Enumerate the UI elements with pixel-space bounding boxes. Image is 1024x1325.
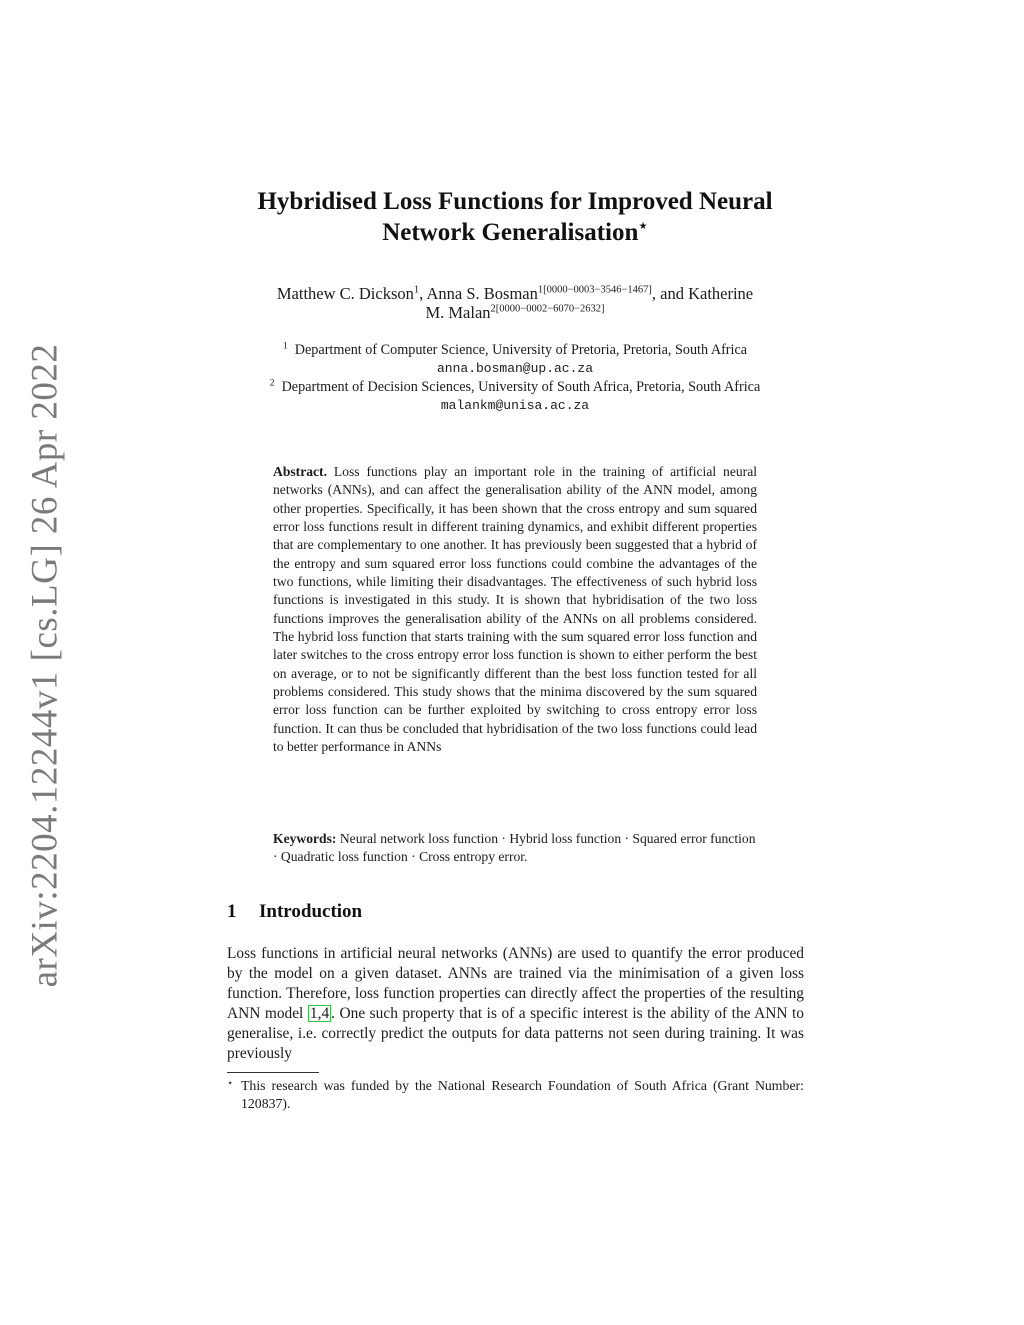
affiliation-1-email[interactable]: anna.bosman@up.ac.za — [436, 360, 594, 376]
title-footnote-mark: ⋆ — [638, 218, 648, 235]
arxiv-identifier: arXiv:2204.12244v1 [cs.LG] 26 Apr 2022 — [24, 343, 66, 987]
section-title: Introduction — [259, 901, 363, 922]
arxiv-side-stamp — [21, 343, 69, 987]
author-2-name: , Anna S. Bosman — [419, 284, 538, 303]
footnote — [227, 1077, 804, 1114]
title-line-1: Hybridised Loss Functions for Improved Neural — [257, 188, 773, 215]
paper-title — [200, 186, 830, 248]
author-1-affiliation: 1 — [413, 284, 420, 296]
intro-text-part-2: . One such property that is of a specific interest is the ability of the ANN to generalise, i.e. correctly predict the outputs for data patterns not seen during training. It was previously — [227, 1005, 804, 1063]
citation-4[interactable]: 4 — [321, 1005, 330, 1023]
section-heading-introduction — [227, 901, 362, 923]
affiliation-1 — [200, 341, 830, 360]
keywords-label: Keywords: — [273, 831, 337, 846]
introduction-paragraph — [227, 944, 804, 1065]
abstract — [273, 463, 757, 757]
section-number: 1 — [227, 901, 237, 922]
footnote-rule — [227, 1072, 319, 1073]
citation-separator: , — [317, 1005, 322, 1023]
affiliation-2-email[interactable]: malankm@unisa.ac.za — [440, 397, 590, 413]
author-3-name-continued: M. Malan — [425, 303, 491, 322]
intro-text-part-1: Loss functions in artificial neural networks (ANNs) are used to quantify the error produced by the model on a given dataset. ANNs are trained via the minimisation of a given loss function. Therefore, loss function properties can directly affect the properties of the resulting ANN model — [227, 945, 804, 1023]
affiliation-1-text: Department of Computer Science, University of Pretoria, Pretoria, South Africa — [294, 342, 748, 358]
author-list — [210, 284, 820, 322]
affiliations — [200, 341, 830, 415]
footnote-text: This research was funded by the National Research Foundation of South Africa (Grant Number: 120837). — [241, 1078, 804, 1112]
affiliation-2-text: Department of Decision Sciences, University of South Africa, Pretoria, South Africa — [281, 379, 761, 395]
affiliation-1-mark: 1 — [282, 341, 288, 352]
abstract-label: Abstract. — [273, 464, 327, 479]
author-3-name: , and Katherine — [651, 284, 754, 303]
footnote-mark: ⋆ — [227, 1078, 234, 1089]
citation-1[interactable]: 1 — [309, 1005, 318, 1023]
keywords-text: Neural network loss function · Hybrid loss function · Squared error function · Quadratic loss function · Cross entropy error. — [273, 831, 756, 865]
affiliation-2-mark: 2 — [269, 378, 275, 389]
abstract-text: Loss functions play an important role in the training of artificial neural networks (ANNs), and can affect the generalisation ability of the ANN model, among other properties. Specifically, it has been shown that the cross entropy and sum squared error loss functions result in different training dynamics, and exhibit different properties that are complementary to one another. It has previously been suggested that a hybrid of the entropy and sum squared error loss functions could combine the advantages of the two functions, while limiting their disadvantages. The effectiveness of such hybrid loss functions is investigated in this study. It is shown that hybridisation of the two loss functions improves the generalisation ability of the ANNs on all problems considered. The hybrid loss function that starts training with the sum squared error loss function and later switches to the cross entropy error loss function is shown to either perform the best on average, or to not be significantly different than the best loss function tested for all problems considered. This study shows that the minima discovered by the sum squared error loss function can be further exploited by switching to cross entropy error loss function. It can thus be concluded that hybridisation of the two loss functions could lead to better performance in ANNs — [273, 464, 758, 755]
citation-link[interactable] — [308, 1005, 331, 1022]
author-3-affiliation-orcid: 2[0000−0002−6070−2632] — [490, 303, 605, 315]
affiliation-2 — [200, 378, 830, 397]
keywords — [273, 830, 757, 867]
title-line-2: Network Generalisation — [382, 219, 639, 246]
author-1-name: Matthew C. Dickson — [276, 284, 414, 303]
author-2-affiliation-orcid: 1[0000−0003−3546−1467] — [537, 284, 652, 296]
